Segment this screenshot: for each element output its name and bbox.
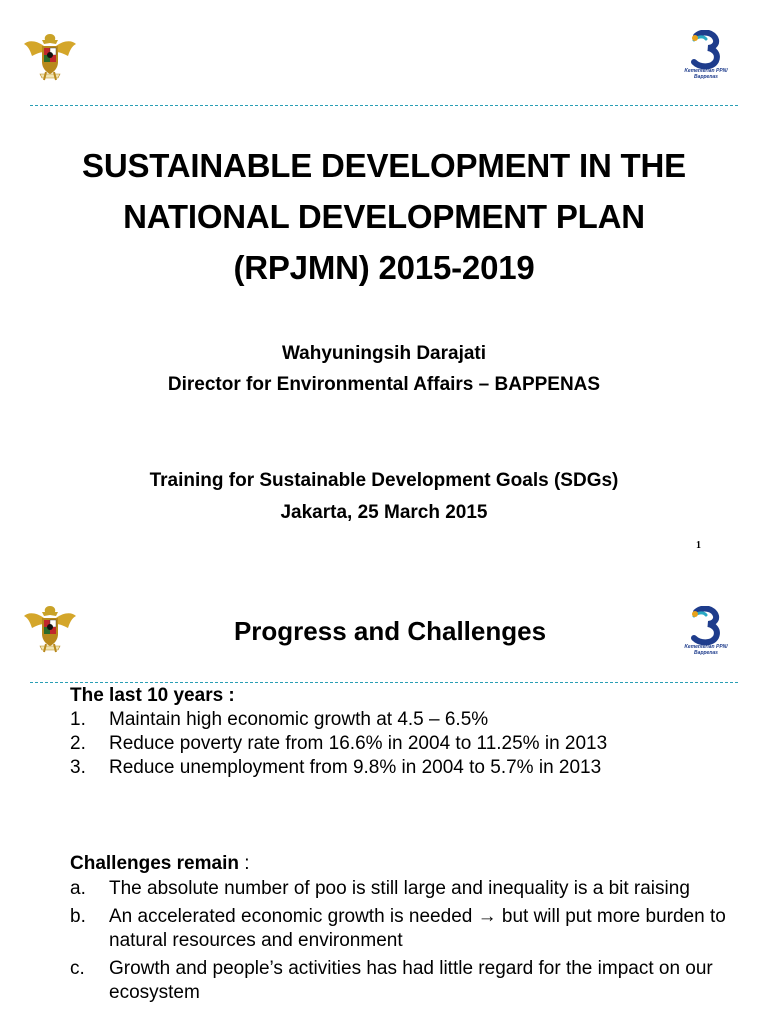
list-marker: a. — [70, 878, 86, 899]
list-item — [70, 708, 729, 732]
list-item — [70, 957, 729, 1005]
bappenas-logo — [682, 606, 730, 666]
presenter-role: Director for Environmental Affairs – BAPPENAS — [167, 374, 601, 395]
slide-number: 1 — [696, 540, 701, 551]
list-item-text: Maintain high economic growth at 4.5 – 6.5% — [109, 709, 489, 730]
progress-slide — [0, 576, 768, 1024]
presenter-name: Wahyuningsih Darajati — [281, 343, 487, 364]
progress-section — [70, 684, 729, 780]
challenges-heading-row — [70, 852, 729, 876]
list-item-text: Reduce poverty rate from 16.6% in 2004 to 11.25% in 2013 — [109, 733, 608, 754]
bappenas-logo — [682, 30, 730, 90]
bappenas-logo-text: Kementerian PPN/ Bappenas — [684, 68, 728, 80]
challenges-colon: : — [238, 853, 250, 874]
list-marker: b. — [70, 906, 86, 927]
list-item-text: The absolute number of poo is still large and inequality is a bit raising — [109, 878, 690, 899]
title-line: NATIONAL DEVELOPMENT PLAN — [123, 198, 645, 235]
list-item-text: Growth and people’s activities has had little regard for the impact on our ecosystem — [109, 958, 713, 1003]
title-line: (RPJMN) 2015-2019 — [233, 249, 535, 286]
bappenas-logo-text: Kementerian PPN/ Bappenas — [684, 644, 728, 656]
title-line: SUSTAINABLE DEVELOPMENT IN THE — [82, 147, 686, 184]
presentation-title — [30, 140, 738, 293]
list-marker: c. — [70, 958, 85, 979]
challenges-section — [70, 852, 729, 1005]
list-item — [70, 756, 729, 780]
event-name: Training for Sustainable Development Goals (SDGs) — [149, 470, 619, 491]
header-divider — [30, 105, 738, 106]
list-item-text: Reduce unemployment from 9.8% in 2004 to 5.7% in 2013 — [109, 757, 602, 778]
list-marker: 2. — [70, 733, 86, 754]
list-marker: 3. — [70, 757, 86, 778]
list-item — [70, 732, 729, 756]
list-item — [70, 905, 729, 953]
header-divider — [30, 682, 738, 683]
progress-heading: The last 10 years : — [70, 685, 235, 706]
list-item-text: An accelerated economic growth is needed → but will put more burden to natural resources and environment — [109, 906, 726, 951]
slide-title: Progress and Challenges — [233, 616, 547, 646]
event-place-date: Jakarta, 25 March 2015 — [280, 502, 488, 523]
list-item — [70, 877, 729, 901]
garuda-emblem-logo — [22, 600, 78, 656]
list-marker: 1. — [70, 709, 86, 730]
challenges-heading: Challenges remain — [70, 853, 239, 874]
garuda-emblem-logo — [22, 28, 78, 84]
